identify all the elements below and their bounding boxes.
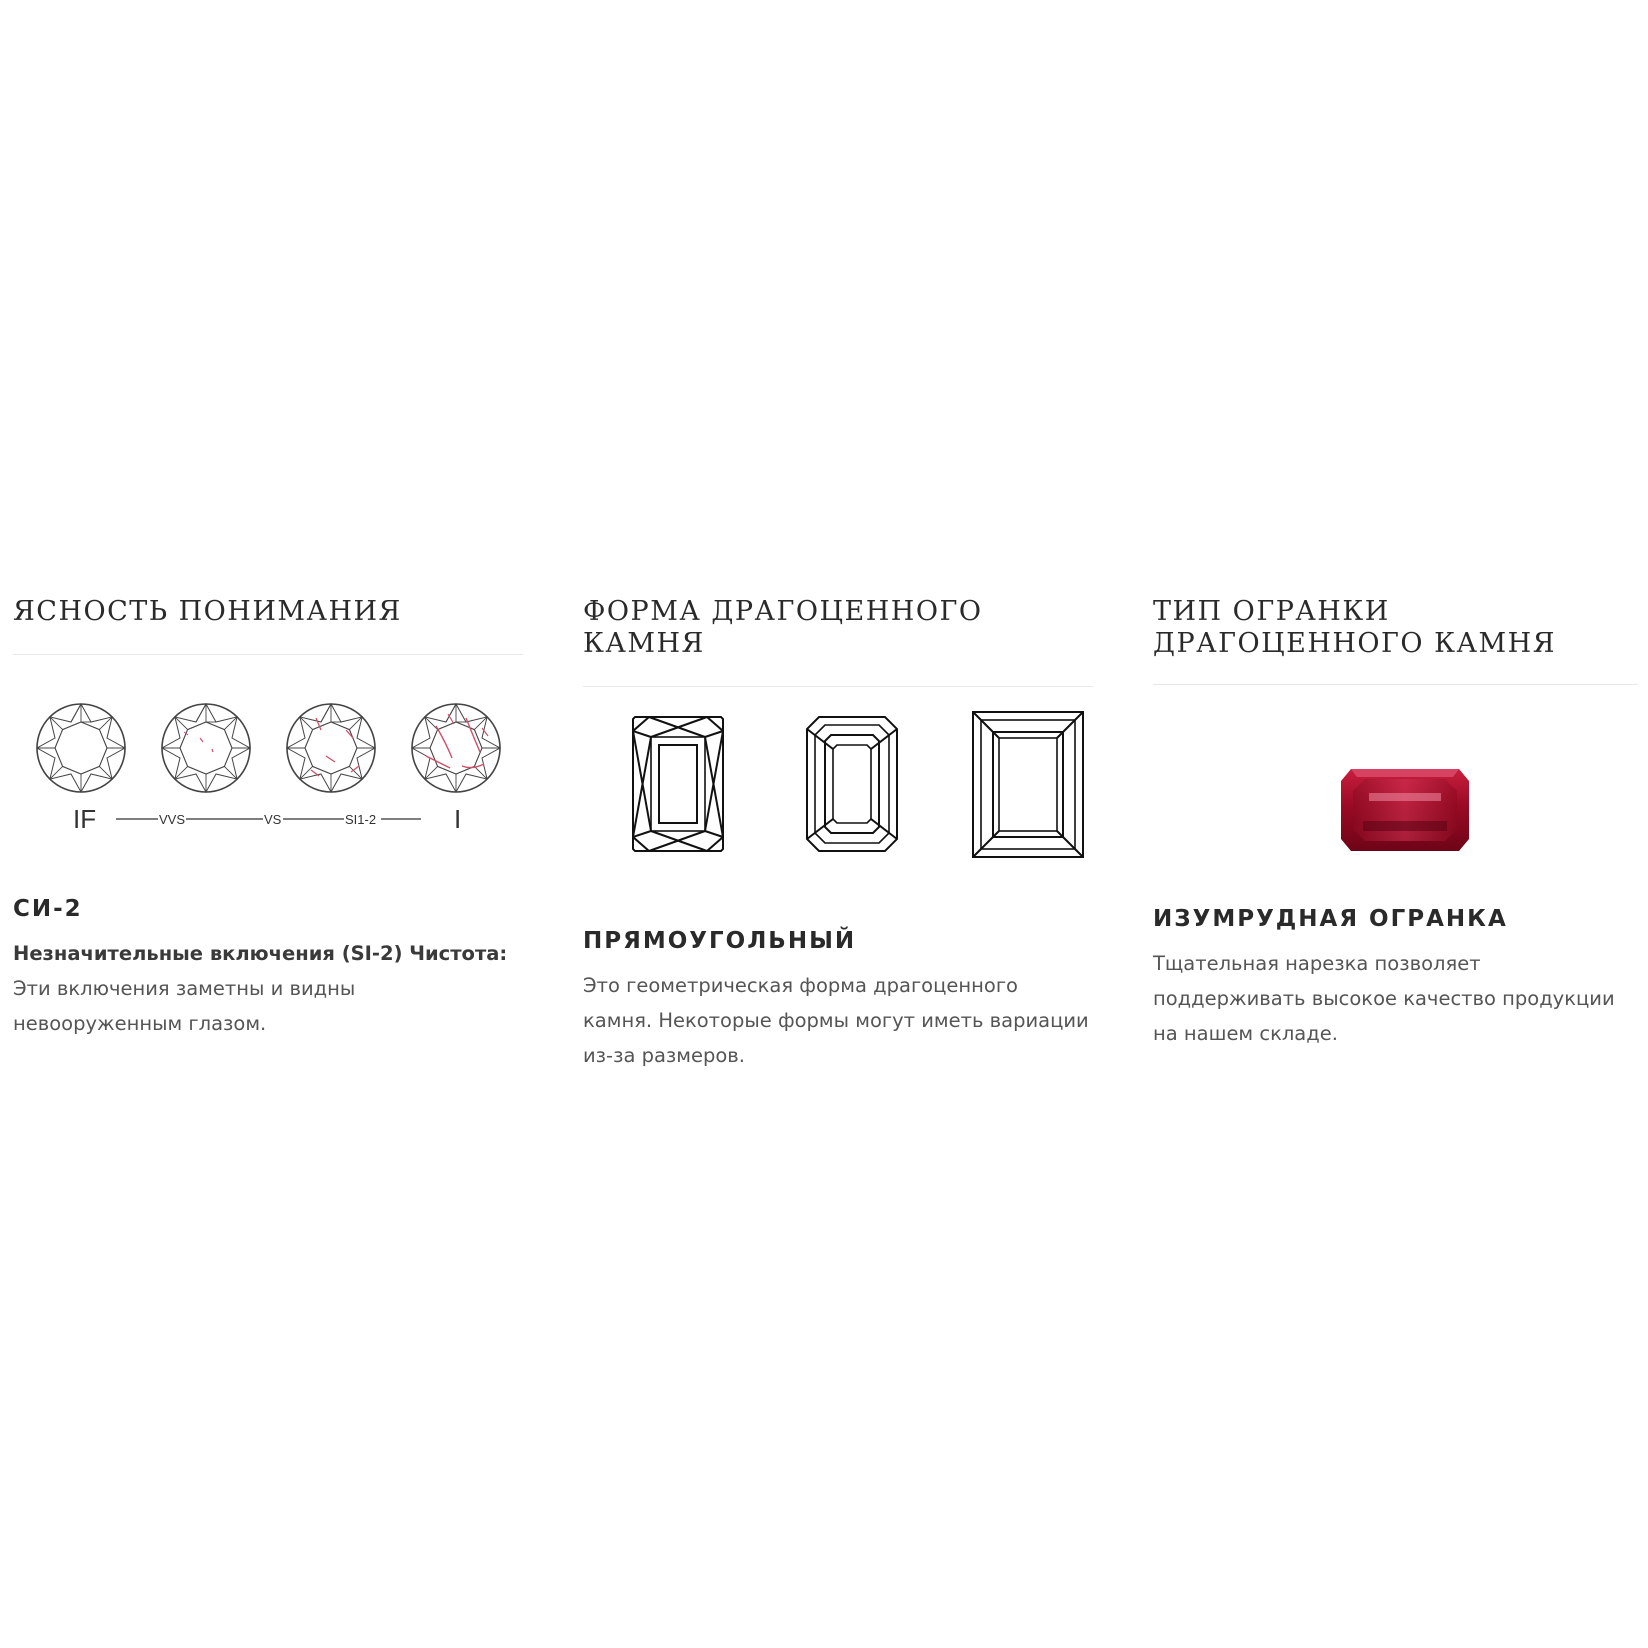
ruby-svg	[1153, 701, 1638, 876]
clarity-scale-svg	[13, 671, 523, 846]
shape-description: Это геометрическая форма драгоценного камня. Некоторые формы могут иметь вариации из-за размеров.	[583, 974, 1089, 1067]
rectangle-shape-icon	[973, 712, 1083, 857]
cut-description: Тщательная нарезка позволяет поддерживать высокое качество продукции на нашем складе.	[1153, 952, 1615, 1045]
diamond-i-icon	[412, 704, 500, 792]
radiant-shape-icon	[633, 717, 723, 851]
shape-value: ПРЯМОУГОЛЬНЫЙ	[583, 928, 857, 954]
scale-label-vvs: VVS	[159, 812, 186, 827]
clarity-description-bold: Незначительные включения (SI-2) Чистота:	[13, 942, 508, 965]
shape-divider	[583, 686, 1093, 687]
shape-illustration	[583, 703, 1093, 898]
scale-label-si: SI1-2	[345, 812, 377, 827]
clarity-divider	[13, 654, 523, 655]
scale-label-if: IF	[73, 804, 97, 834]
shape-heading: ФОРМА ДРАГОЦЕННОГО КАМНЯ	[583, 596, 983, 659]
clarity-value: СИ-2	[13, 896, 83, 922]
ruby-gem-icon	[1341, 769, 1469, 851]
scale-label-i: I	[454, 804, 462, 834]
clarity-scale-illustration	[13, 671, 523, 866]
cut-divider	[1153, 684, 1638, 685]
shape-svg	[583, 703, 1093, 878]
shape-section	[583, 596, 1093, 1073]
cut-illustration	[1153, 701, 1638, 876]
clarity-section	[13, 596, 523, 1041]
diamond-if-icon	[37, 704, 125, 792]
diamond-vvs-icon	[162, 704, 250, 792]
cut-value: ИЗУМРУДНАЯ ОГРАНКА	[1153, 906, 1508, 932]
clarity-description	[13, 936, 523, 1041]
scale-label-vs: VS	[264, 812, 282, 827]
cut-heading: ТИП ОГРАНКИ ДРАГОЦЕННОГО КАМНЯ	[1153, 596, 1556, 659]
emerald-shape-icon	[807, 717, 897, 851]
diamond-vs-icon	[287, 704, 375, 792]
clarity-heading: ЯСНОСТЬ ПОНИМАНИЯ	[13, 596, 402, 627]
clarity-description-text: Эти включения заметны и видны невооруженным глазом.	[13, 977, 356, 1035]
cut-section	[1153, 596, 1638, 1051]
